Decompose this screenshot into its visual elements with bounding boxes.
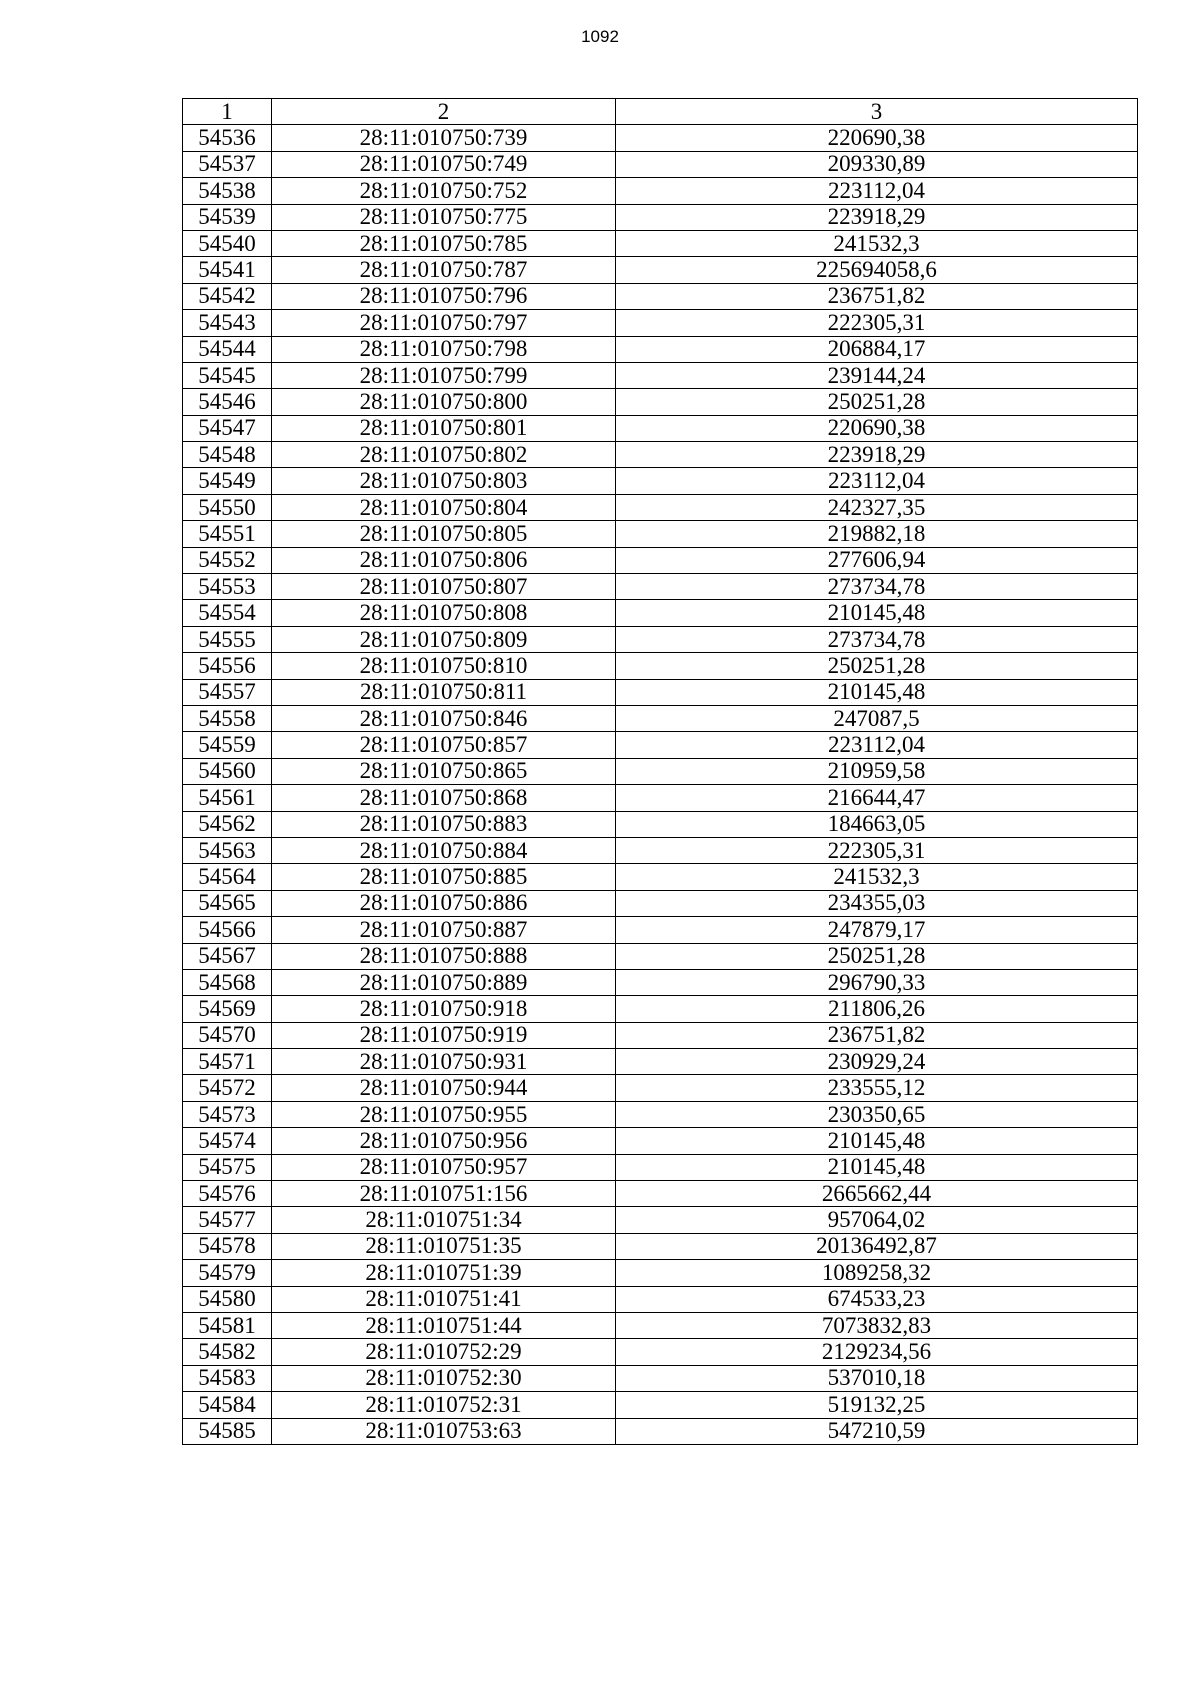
table-row [183,1312,1138,1338]
value-cell: 273734,78 [616,626,1138,652]
value-cell: 223112,04 [616,178,1138,204]
row-number-cell: 54583 [183,1365,272,1391]
row-number-cell: 54554 [183,600,272,626]
table-row [183,705,1138,731]
cadastral-number-cell: 28:11:010750:797 [272,310,616,336]
value-cell: 220690,38 [616,125,1138,151]
table-row [183,1101,1138,1127]
cadastral-number-cell: 28:11:010750:808 [272,600,616,626]
cadastral-number-cell: 28:11:010750:944 [272,1075,616,1101]
cadastral-number-cell: 28:11:010750:865 [272,758,616,784]
row-number-cell: 54555 [183,626,272,652]
row-number-cell: 54582 [183,1339,272,1365]
cadastral-number-cell: 28:11:010750:886 [272,890,616,916]
table-row [183,1207,1138,1233]
value-cell: 239144,24 [616,362,1138,388]
table-row [183,1365,1138,1391]
row-number-cell: 54537 [183,151,272,177]
cadastral-number-cell: 28:11:010752:31 [272,1392,616,1418]
cadastral-number-cell: 28:11:010750:885 [272,864,616,890]
row-number-cell: 54566 [183,917,272,943]
table-row [183,1286,1138,1312]
cadastral-number-cell: 28:11:010750:887 [272,917,616,943]
row-number-cell: 54548 [183,442,272,468]
table-row [183,362,1138,388]
value-cell: 222305,31 [616,310,1138,336]
table-row [183,415,1138,441]
cadastral-number-cell: 28:11:010752:29 [272,1339,616,1365]
cadastral-number-cell: 28:11:010750:857 [272,732,616,758]
cadastral-number-cell: 28:11:010750:807 [272,574,616,600]
value-cell: 2665662,44 [616,1181,1138,1207]
row-number-cell: 54578 [183,1233,272,1259]
row-number-cell: 54541 [183,257,272,283]
cadastral-number-cell: 28:11:010751:39 [272,1260,616,1286]
row-number-cell: 54539 [183,204,272,230]
value-cell: 233555,12 [616,1075,1138,1101]
table-row [183,890,1138,916]
table-row [183,996,1138,1022]
table-row [183,1022,1138,1048]
value-cell: 250251,28 [616,389,1138,415]
table-row [183,310,1138,336]
table-row [183,1049,1138,1075]
table-row [183,547,1138,573]
table-row [183,1128,1138,1154]
cadastral-number-cell: 28:11:010750:919 [272,1022,616,1048]
cadastral-number-cell: 28:11:010751:35 [272,1233,616,1259]
row-number-cell: 54581 [183,1312,272,1338]
table-row [183,1418,1138,1444]
row-number-cell: 54567 [183,943,272,969]
value-cell: 247087,5 [616,705,1138,731]
value-cell: 210145,48 [616,1154,1138,1180]
value-cell: 241532,3 [616,230,1138,256]
value-cell: 20136492,87 [616,1233,1138,1259]
table-row [183,653,1138,679]
cadastral-number-cell: 28:11:010750:809 [272,626,616,652]
value-cell: 223112,04 [616,468,1138,494]
cadastral-number-cell: 28:11:010750:883 [272,811,616,837]
value-cell: 236751,82 [616,283,1138,309]
cadastral-number-cell: 28:11:010752:30 [272,1365,616,1391]
cadastral-number-cell: 28:11:010751:44 [272,1312,616,1338]
row-number-cell: 54546 [183,389,272,415]
table-row [183,1075,1138,1101]
row-number-cell: 54570 [183,1022,272,1048]
value-cell: 223112,04 [616,732,1138,758]
cadastral-number-cell: 28:11:010750:805 [272,521,616,547]
value-cell: 537010,18 [616,1365,1138,1391]
cadastral-number-cell: 28:11:010750:884 [272,837,616,863]
value-cell: 247879,17 [616,917,1138,943]
cadastral-number-cell: 28:11:010750:868 [272,785,616,811]
value-cell: 210145,48 [616,1128,1138,1154]
value-cell: 674533,23 [616,1286,1138,1312]
table-row [183,1233,1138,1259]
cadastral-number-cell: 28:11:010750:955 [272,1101,616,1127]
cadastral-number-cell: 28:11:010750:889 [272,969,616,995]
row-number-cell: 54549 [183,468,272,494]
row-number-cell: 54573 [183,1101,272,1127]
row-number-cell: 54564 [183,864,272,890]
value-cell: 216644,47 [616,785,1138,811]
cadastral-number-cell: 28:11:010750:749 [272,151,616,177]
value-cell: 211806,26 [616,996,1138,1022]
table-row [183,1154,1138,1180]
value-cell: 273734,78 [616,574,1138,600]
row-number-cell: 54545 [183,362,272,388]
cadastral-number-cell: 28:11:010750:957 [272,1154,616,1180]
table-row [183,679,1138,705]
table-row [183,626,1138,652]
value-cell: 209330,89 [616,151,1138,177]
value-cell: 220690,38 [616,415,1138,441]
row-number-cell: 54561 [183,785,272,811]
cadastral-number-cell: 28:11:010750:810 [272,653,616,679]
table-row [183,732,1138,758]
value-cell: 210145,48 [616,679,1138,705]
table-row [183,1392,1138,1418]
value-cell: 184663,05 [616,811,1138,837]
table-row [183,1181,1138,1207]
table-row [183,468,1138,494]
value-cell: 241532,3 [616,864,1138,890]
cadastral-number-cell: 28:11:010750:956 [272,1128,616,1154]
column-header-2: 2 [272,99,616,125]
row-number-cell: 54577 [183,1207,272,1233]
row-number-cell: 54544 [183,336,272,362]
cadastral-number-cell: 28:11:010750:799 [272,362,616,388]
cadastral-number-cell: 28:11:010750:802 [272,442,616,468]
cadastral-number-cell: 28:11:010750:785 [272,230,616,256]
row-number-cell: 54580 [183,1286,272,1312]
cadastral-number-cell: 28:11:010750:888 [272,943,616,969]
cadastral-number-cell: 28:11:010751:41 [272,1286,616,1312]
value-cell: 957064,02 [616,1207,1138,1233]
row-number-cell: 54571 [183,1049,272,1075]
row-number-cell: 54557 [183,679,272,705]
row-number-cell: 54559 [183,732,272,758]
row-number-cell: 54540 [183,230,272,256]
value-cell: 236751,82 [616,1022,1138,1048]
row-number-cell: 54558 [183,705,272,731]
row-number-cell: 54572 [183,1075,272,1101]
value-cell: 234355,03 [616,890,1138,916]
table-row [183,574,1138,600]
value-cell: 547210,59 [616,1418,1138,1444]
value-cell: 277606,94 [616,547,1138,573]
table-row [183,917,1138,943]
cadastral-number-cell: 28:11:010750:801 [272,415,616,441]
table-row [183,257,1138,283]
row-number-cell: 54556 [183,653,272,679]
table-row [183,442,1138,468]
row-number-cell: 54565 [183,890,272,916]
row-number-cell: 54536 [183,125,272,151]
table-row [183,837,1138,863]
cadastral-number-cell: 28:11:010750:931 [272,1049,616,1075]
table-row [183,521,1138,547]
cadastral-number-cell: 28:11:010751:156 [272,1181,616,1207]
row-number-cell: 54575 [183,1154,272,1180]
value-cell: 2129234,56 [616,1339,1138,1365]
cadastral-number-cell: 28:11:010750:798 [272,336,616,362]
value-cell: 519132,25 [616,1392,1138,1418]
table-row [183,785,1138,811]
data-table [182,98,1138,1445]
table-row [183,178,1138,204]
cadastral-number-cell: 28:11:010750:811 [272,679,616,705]
column-header-1: 1 [183,99,272,125]
row-number-cell: 54550 [183,494,272,520]
cadastral-number-cell: 28:11:010751:34 [272,1207,616,1233]
row-number-cell: 54560 [183,758,272,784]
cadastral-number-cell: 28:11:010750:787 [272,257,616,283]
row-number-cell: 54574 [183,1128,272,1154]
value-cell: 250251,28 [616,653,1138,679]
row-number-cell: 54543 [183,310,272,336]
table-row [183,1260,1138,1286]
cadastral-number-cell: 28:11:010750:803 [272,468,616,494]
page-number: 1092 [581,27,619,46]
row-number-cell: 54562 [183,811,272,837]
row-number-cell: 54552 [183,547,272,573]
cadastral-number-cell: 28:11:010750:800 [272,389,616,415]
value-cell: 225694058,6 [616,257,1138,283]
row-number-cell: 54538 [183,178,272,204]
table-row [183,969,1138,995]
row-number-cell: 54584 [183,1392,272,1418]
row-number-cell: 54576 [183,1181,272,1207]
row-number-cell: 54569 [183,996,272,1022]
value-cell: 210959,58 [616,758,1138,784]
table-row [183,389,1138,415]
table-row [183,494,1138,520]
table-row [183,336,1138,362]
value-cell: 222305,31 [616,837,1138,863]
value-cell: 1089258,32 [616,1260,1138,1286]
value-cell: 230350,65 [616,1101,1138,1127]
cadastral-number-cell: 28:11:010750:804 [272,494,616,520]
table-row [183,811,1138,837]
row-number-cell: 54551 [183,521,272,547]
table-row [183,283,1138,309]
value-cell: 7073832,83 [616,1312,1138,1338]
table-row [183,204,1138,230]
value-cell: 250251,28 [616,943,1138,969]
table-row [183,125,1138,151]
value-cell: 296790,33 [616,969,1138,995]
row-number-cell: 54585 [183,1418,272,1444]
value-cell: 223918,29 [616,442,1138,468]
value-cell: 223918,29 [616,204,1138,230]
cadastral-number-cell: 28:11:010750:775 [272,204,616,230]
table-row [183,151,1138,177]
row-number-cell: 54568 [183,969,272,995]
value-cell: 230929,24 [616,1049,1138,1075]
table-row [183,600,1138,626]
row-number-cell: 54542 [183,283,272,309]
cadastral-number-cell: 28:11:010750:806 [272,547,616,573]
table-body [183,99,1138,1445]
cadastral-number-cell: 28:11:010750:752 [272,178,616,204]
cadastral-number-cell: 28:11:010750:918 [272,996,616,1022]
table-header-row [183,99,1138,125]
cadastral-number-cell: 28:11:010750:796 [272,283,616,309]
table-row [183,943,1138,969]
row-number-cell: 54547 [183,415,272,441]
cadastral-number-cell: 28:11:010750:846 [272,705,616,731]
table-row [183,230,1138,256]
value-cell: 219882,18 [616,521,1138,547]
table-row [183,864,1138,890]
value-cell: 242327,35 [616,494,1138,520]
column-header-3: 3 [616,99,1138,125]
table-row [183,1339,1138,1365]
table-row [183,758,1138,784]
value-cell: 210145,48 [616,600,1138,626]
cadastral-number-cell: 28:11:010750:739 [272,125,616,151]
row-number-cell: 54563 [183,837,272,863]
row-number-cell: 54579 [183,1260,272,1286]
row-number-cell: 54553 [183,574,272,600]
cadastral-number-cell: 28:11:010753:63 [272,1418,616,1444]
value-cell: 206884,17 [616,336,1138,362]
